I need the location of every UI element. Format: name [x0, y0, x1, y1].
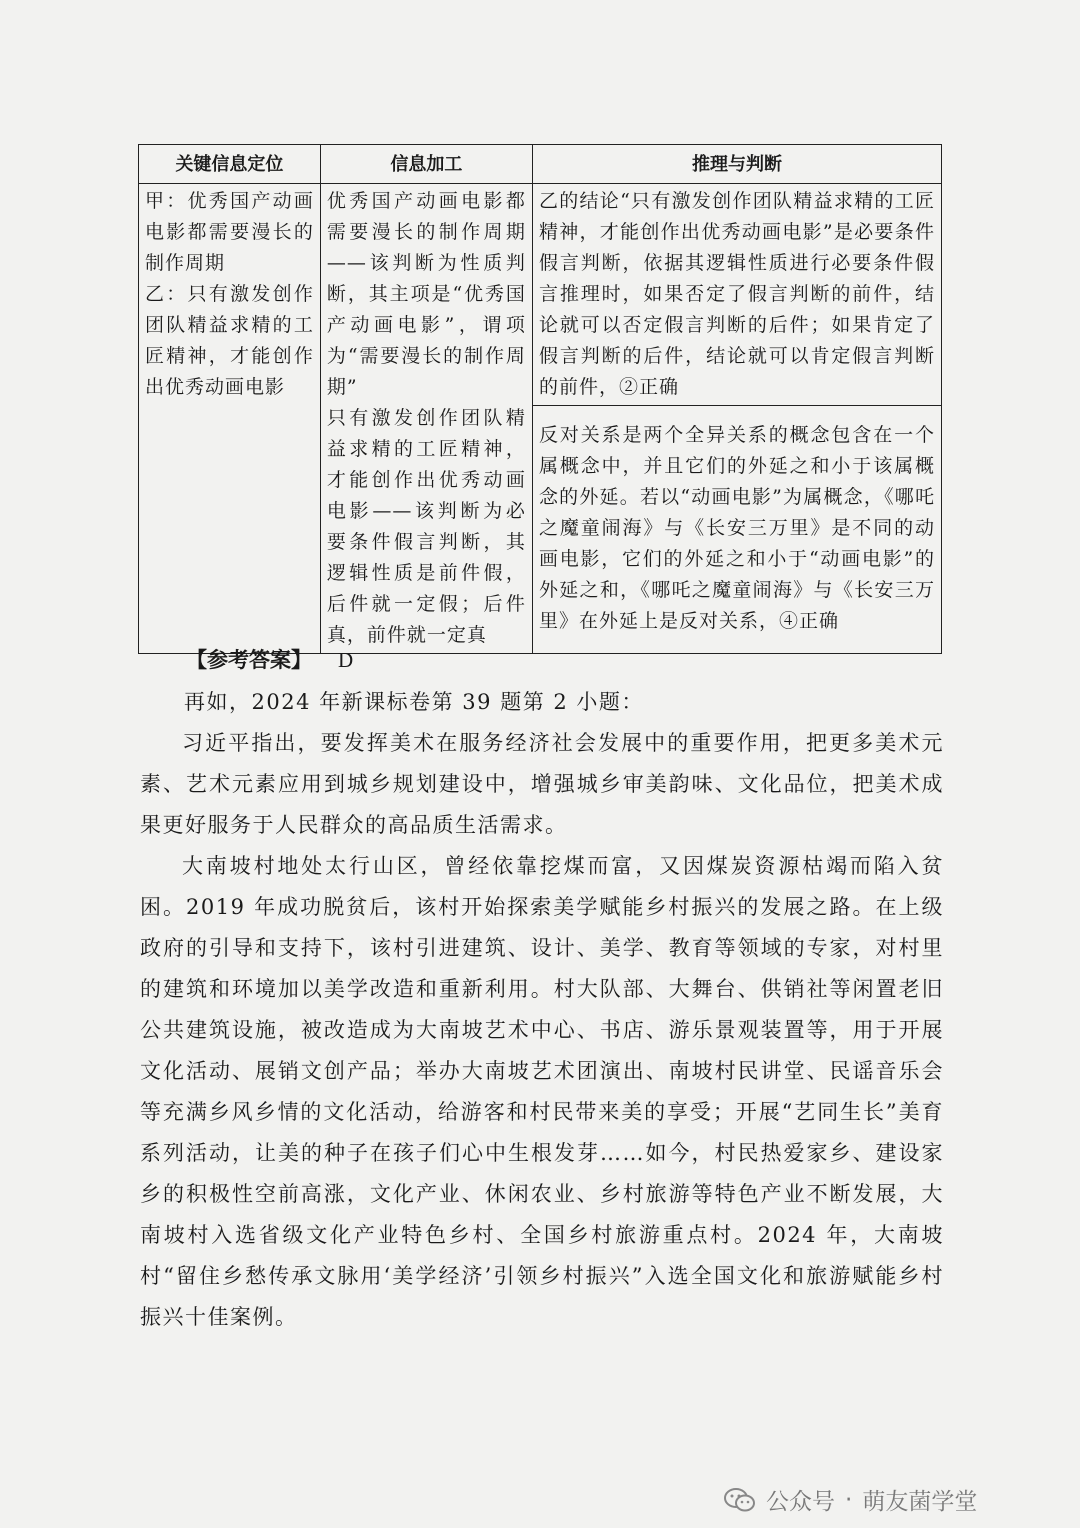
watermark-account: 公众号: [766, 1489, 835, 1515]
question-text: [140, 682, 944, 1338]
reasoning-table: [138, 144, 942, 654]
answer-value: D: [338, 648, 354, 672]
table-header-row: [139, 145, 942, 184]
processing-text: 优秀国产动画电影都需要漫长的制作周期——该判断为性质判断，其主项是“优秀国产动画电影”，谓项为“需要漫长的制作周期” 只有激发创作团队精益求精的工匠精神，才能创作出优秀动画电影——该判断为必要条件假言判断，其逻辑性质是前件假，后件就一定假；后件真，前件就一定真: [326, 190, 526, 646]
reasoning-cell-2: [532, 406, 941, 654]
paragraph-quote: 习近平指出，要发挥美术在服务经济社会发展中的重要作用，把更多美术元素、艺术元素应用到城乡规划建设中，增强城乡审美韵味、文化品位，把美术成果更好服务于人民群众的高品质生活需求。: [140, 731, 944, 837]
paragraph-material: 大南坡村地处太行山区，曾经依靠挖煤而富，又因煤炭资源枯竭而陷入贫困。2019 年成功脱贫后，该村开始探索美学赋能乡村振兴的发展之路。在上级政府的引导和支持下，该村引进建筑、设计、美学、教育等领域的专家，对村里的建筑和环境加以美学改造和重新利用。村大队部、大舞台、供销社等闲置老旧公共建筑设施，被改造成为大南坡艺术中心、书店、游乐景观装置等，用于开展文化活动、展销文创产品；举办大南坡艺术团演出、南坡村民讲堂、民谣音乐会等充满乡风乡情的文化活动，给游客和村民带来美的享受；开展“艺同生长”美育系列活动，让美的种子在孩子们心中生根发芽……如今，村民热爱家乡、建设家乡的积极性空前高涨，文化产业、休闲农业、乡村旅游等特色产业不断发展，大南坡村入选省级文化产业特色乡村、全国乡村旅游重点村。2024 年，大南坡村“留住乡愁传承文脉用‘美学经济’引领乡村振兴”入选全国文化和旅游赋能乡村振兴十佳案例。: [140, 854, 944, 1329]
reasoning-cell-1: [532, 184, 941, 406]
table-row: [139, 184, 942, 406]
watermark-separator: ·: [845, 1486, 853, 1513]
header-key-info: 关键信息定位: [139, 145, 321, 184]
key-info-cell: [139, 184, 321, 654]
header-processing: 信息加工: [320, 145, 532, 184]
reasoning-text-1: 乙的结论“只有激发创作团队精益求精的工匠精神，才能创作出优秀动画电影”是必要条件假言判断，依据其逻辑性质进行必要条件假言推理时，如果否定了假言判断的前件，结论就可以否定假言判断的后件；如果肯定了假言判断的后件，结论就可以肯定假言判断的前件，②正确: [538, 190, 935, 398]
reasoning-text-2: 反对关系是两个全异关系的概念包含在一个属概念中，并且它们的外延之和小于该属概念的外延。若以“动画电影”为属概念，《哪吒之魔童闹海》与《长安三万里》是不同的动画电影，它们的外延之和小于“动画电影”的外延之和，《哪吒之魔童闹海》与《长安三万里》在外延上是反对关系，④正确: [538, 424, 935, 632]
intro-line: 再如，2024 年新课标卷第 39 题第 2 小题：: [184, 690, 644, 714]
wechat-watermark: [724, 1483, 977, 1516]
answer-label: 【参考答案】: [186, 648, 312, 672]
processing-cell: [320, 184, 532, 654]
wechat-icon: [724, 1487, 756, 1513]
header-reasoning: 推理与判断: [532, 145, 941, 184]
reference-answer: [186, 644, 353, 674]
key-info-text: 甲：优秀国产动画电影都需要漫长的制作周期 乙：只有激发创作团队精益求精的工匠精神，才能创作出优秀动画电影: [145, 190, 314, 398]
watermark-name: 萌友菌学堂: [862, 1489, 978, 1515]
